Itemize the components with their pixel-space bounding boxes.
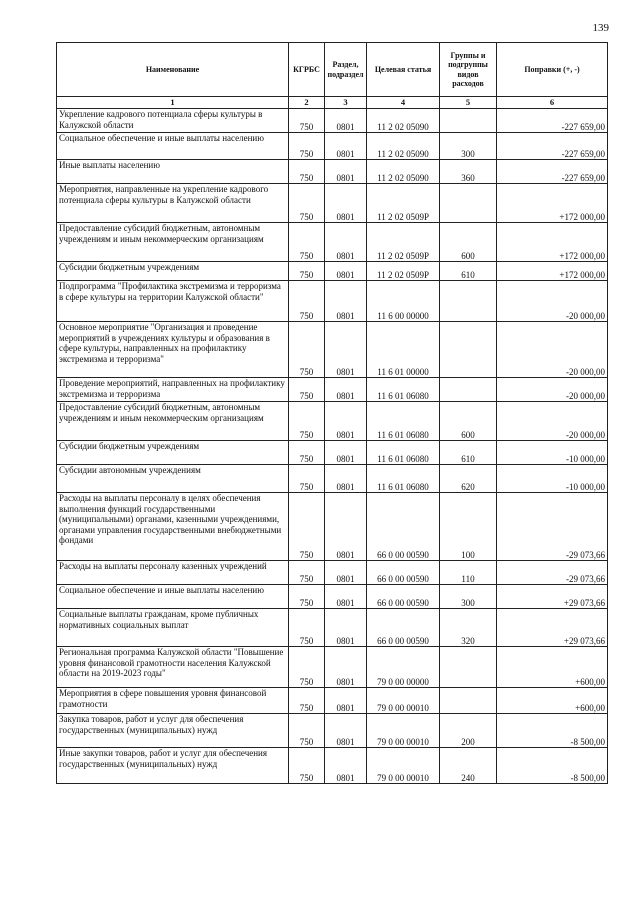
cell-section: 0801 [325,748,367,784]
cell-section: 0801 [325,688,367,714]
cell-kgrbs: 750 [289,493,325,561]
cell-name: Закупка товаров, работ и услуг для обеспечения государственных (муниципальных) нужд [57,714,289,748]
column-header-kgrbs: КГРБС [289,43,325,97]
column-header-target: Целевая статья [367,43,440,97]
table-row [57,262,608,281]
cell-kgrbs: 750 [289,223,325,262]
cell-group [440,281,497,322]
cell-group: 620 [440,465,497,493]
cell-section: 0801 [325,160,367,184]
cell-name: Субсидии бюджетным учреждениям [57,441,289,465]
column-number: 5 [440,97,497,109]
cell-group: 240 [440,748,497,784]
column-number: 2 [289,97,325,109]
cell-kgrbs: 750 [289,184,325,223]
table-row [57,281,608,322]
cell-group: 360 [440,160,497,184]
cell-target: 66 0 00 00590 [367,561,440,585]
cell-kgrbs: 750 [289,378,325,402]
cell-name: Расходы на выплаты персоналу в целях обеспечения выполнения функций государственными (муниципальными) органами, казенными учреждениями, органами управления государственными внебюджетными фондами [57,493,289,561]
cell-target: 11 6 00 00000 [367,281,440,322]
table-row [57,493,608,561]
cell-amount: +600,00 [497,647,608,688]
cell-group: 320 [440,609,497,647]
cell-amount: -227 659,00 [497,109,608,133]
page-number: 139 [592,22,609,34]
cell-name: Социальное обеспечение и иные выплаты населению [57,585,289,609]
cell-section: 0801 [325,223,367,262]
table-row [57,561,608,585]
cell-target: 79 0 00 00000 [367,647,440,688]
cell-amount: -20 000,00 [497,322,608,378]
column-number-row [57,97,608,109]
cell-amount: -8 500,00 [497,748,608,784]
column-header-groups: Группы и подгруппы видов расходов [440,43,497,97]
cell-section: 0801 [325,441,367,465]
table-row [57,184,608,223]
cell-section: 0801 [325,322,367,378]
cell-section: 0801 [325,561,367,585]
cell-section: 0801 [325,465,367,493]
table-header-row [57,43,608,97]
cell-amount: +29 073,66 [497,609,608,647]
cell-group: 610 [440,441,497,465]
cell-name: Мероприятия, направленные на укрепление кадрового потенциала сферы культуры в Калужской области [57,184,289,223]
table-row [57,402,608,441]
cell-target: 11 2 02 05090 [367,109,440,133]
cell-name: Проведение мероприятий, направленных на профилактику экстремизма и терроризма [57,378,289,402]
cell-name: Предоставление субсидий бюджетным, автономным учреждениям и иным некоммерческим организациям [57,223,289,262]
cell-name: Мероприятия в сфере повышения уровня финансовой грамотности [57,688,289,714]
cell-group: 600 [440,223,497,262]
table-row [57,585,608,609]
cell-target: 79 0 00 00010 [367,748,440,784]
budget-amendments-table [56,42,608,784]
cell-group: 200 [440,714,497,748]
cell-kgrbs: 750 [289,585,325,609]
cell-kgrbs: 750 [289,465,325,493]
cell-amount: -227 659,00 [497,133,608,160]
cell-group: 300 [440,133,497,160]
cell-name: Субсидии бюджетным учреждениям [57,262,289,281]
cell-section: 0801 [325,378,367,402]
column-header-name: Наименование [57,43,289,97]
cell-target: 79 0 00 00010 [367,714,440,748]
cell-name: Региональная программа Калужской области "Повышение уровня финансовой грамотности населения Калужской области на 2019-2023 годы" [57,647,289,688]
cell-group: 610 [440,262,497,281]
cell-kgrbs: 750 [289,322,325,378]
cell-target: 11 6 01 06080 [367,441,440,465]
table-body [57,109,608,784]
cell-amount: -227 659,00 [497,160,608,184]
table-row [57,609,608,647]
cell-target: 11 2 02 05090 [367,160,440,184]
cell-target: 66 0 00 00590 [367,493,440,561]
table-row [57,441,608,465]
cell-name: Социальное обеспечение и иные выплаты населению [57,133,289,160]
cell-kgrbs: 750 [289,714,325,748]
cell-group: 600 [440,402,497,441]
table-row [57,109,608,133]
cell-name: Иные выплаты населению [57,160,289,184]
cell-kgrbs: 750 [289,402,325,441]
cell-section: 0801 [325,281,367,322]
cell-name: Расходы на выплаты персоналу казенных учреждений [57,561,289,585]
table-row [57,322,608,378]
cell-kgrbs: 750 [289,688,325,714]
cell-name: Предоставление субсидий бюджетным, автономным учреждениям и иным некоммерческим организациям [57,402,289,441]
cell-name: Подпрограмма "Профилактика экстремизма и терроризма в сфере культуры на территории Калужской области" [57,281,289,322]
cell-amount: +172 000,00 [497,184,608,223]
cell-amount: +172 000,00 [497,223,608,262]
cell-kgrbs: 750 [289,281,325,322]
cell-name: Субсидии автономным учреждениям [57,465,289,493]
cell-kgrbs: 750 [289,109,325,133]
cell-amount: -10 000,00 [497,441,608,465]
cell-kgrbs: 750 [289,561,325,585]
cell-name: Укрепление кадрового потенциала сферы культуры в Калужской области [57,109,289,133]
cell-amount: -29 073,66 [497,493,608,561]
cell-kgrbs: 750 [289,748,325,784]
cell-target: 11 6 01 06080 [367,378,440,402]
cell-kgrbs: 750 [289,133,325,160]
cell-section: 0801 [325,585,367,609]
cell-target: 11 2 02 0509Р [367,223,440,262]
cell-section: 0801 [325,714,367,748]
cell-section: 0801 [325,133,367,160]
column-number: 3 [325,97,367,109]
table-row [57,223,608,262]
cell-section: 0801 [325,609,367,647]
cell-kgrbs: 750 [289,160,325,184]
cell-target: 11 2 02 05090 [367,133,440,160]
cell-target: 66 0 00 00590 [367,585,440,609]
cell-target: 11 2 02 0509Р [367,184,440,223]
cell-section: 0801 [325,647,367,688]
cell-amount: +172 000,00 [497,262,608,281]
table-row [57,714,608,748]
cell-kgrbs: 750 [289,262,325,281]
table-row [57,133,608,160]
cell-section: 0801 [325,262,367,281]
cell-name: Основное мероприятие "Организация и проведение мероприятий в учреждениях культуры и образования в сфере культуры, направленных на профилактику экстремизма и терроризма" [57,322,289,378]
table-row [57,160,608,184]
cell-group [440,322,497,378]
cell-kgrbs: 750 [289,441,325,465]
table-row [57,647,608,688]
cell-group [440,647,497,688]
cell-amount: +600,00 [497,688,608,714]
column-number: 4 [367,97,440,109]
cell-group [440,184,497,223]
cell-amount: -8 500,00 [497,714,608,748]
cell-target: 11 6 01 00000 [367,322,440,378]
cell-name: Социальные выплаты гражданам, кроме публичных нормативных социальных выплат [57,609,289,647]
table-row [57,748,608,784]
table-row [57,688,608,714]
cell-target: 66 0 00 00590 [367,609,440,647]
cell-section: 0801 [325,402,367,441]
cell-group [440,109,497,133]
column-number: 6 [497,97,608,109]
cell-name: Иные закупки товаров, работ и услуг для обеспечения государственных (муниципальных) нужд [57,748,289,784]
column-header-section: Раздел, подраздел [325,43,367,97]
cell-kgrbs: 750 [289,647,325,688]
cell-kgrbs: 750 [289,609,325,647]
cell-section: 0801 [325,184,367,223]
cell-group [440,378,497,402]
table-row [57,465,608,493]
cell-amount: -20 000,00 [497,378,608,402]
cell-target: 79 0 00 00010 [367,688,440,714]
column-header-amendments: Поправки (+, -) [497,43,608,97]
table-row [57,378,608,402]
cell-target: 11 6 01 06080 [367,402,440,441]
cell-target: 11 2 02 0509Р [367,262,440,281]
cell-amount: -20 000,00 [497,281,608,322]
cell-amount: -20 000,00 [497,402,608,441]
cell-group [440,688,497,714]
cell-group: 100 [440,493,497,561]
cell-group: 300 [440,585,497,609]
cell-group: 110 [440,561,497,585]
cell-amount: -10 000,00 [497,465,608,493]
cell-section: 0801 [325,493,367,561]
column-number: 1 [57,97,289,109]
cell-target: 11 6 01 06080 [367,465,440,493]
cell-section: 0801 [325,109,367,133]
cell-amount: +29 073,66 [497,585,608,609]
cell-amount: -29 073,66 [497,561,608,585]
